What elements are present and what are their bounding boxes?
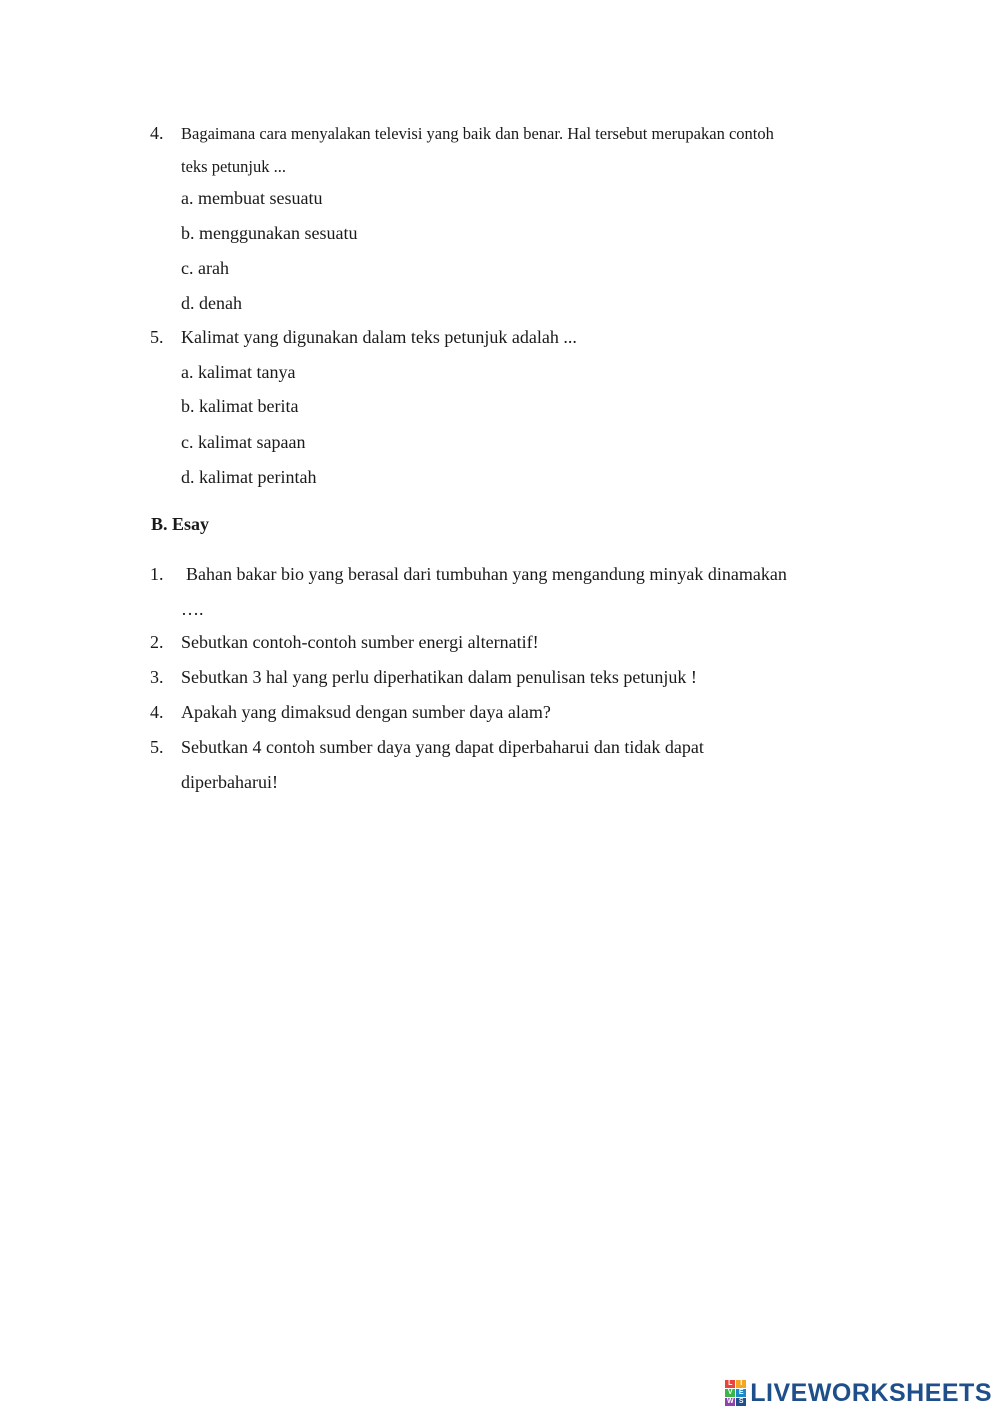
answer-option: a. kalimat tanya: [181, 362, 296, 382]
essay-number: 5.: [150, 737, 164, 757]
question-number: 5.: [150, 327, 164, 347]
essay-number: 4.: [150, 702, 164, 722]
logo-grid-cell: W: [726, 1398, 734, 1405]
question-text: Bagaimana cara menyalakan televisi yang baik dan benar. Hal tersebut merupakan contoh: [181, 124, 774, 143]
logo-grid-icon: [725, 1380, 746, 1406]
essay-question: Sebutkan 4 contoh sumber daya yang dapat diperbaharui dan tidak dapat: [181, 737, 704, 757]
essay-question: Bahan bakar bio yang berasal dari tumbuhan yang mengandung minyak dinamakan: [186, 564, 787, 584]
answer-option: b. menggunakan sesuatu: [181, 223, 358, 243]
logo-grid-cell: V: [725, 1389, 735, 1397]
essay-number: 3.: [150, 667, 164, 687]
answer-option: d. denah: [181, 293, 242, 313]
essay-question-continued: ….: [181, 599, 204, 619]
question-text-continued: teks petunjuk ...: [181, 157, 286, 176]
logo-grid-cell: L: [725, 1380, 735, 1388]
liveworksheets-logo: [725, 1378, 992, 1408]
question-number: 4.: [150, 123, 164, 143]
answer-option: d. kalimat perintah: [181, 467, 317, 487]
essay-question: Sebutkan 3 hal yang perlu diperhatikan dalam penulisan teks petunjuk !: [181, 667, 697, 687]
section-heading: B. Esay: [151, 514, 210, 534]
logo-grid-cell: S: [736, 1398, 746, 1406]
logo-text: LIVEWORKSHEETS: [750, 1378, 992, 1407]
answer-option: a. membuat sesuatu: [181, 188, 323, 208]
essay-question: Sebutkan contoh-contoh sumber energi alternatif!: [181, 632, 539, 652]
essay-question: Apakah yang dimaksud dengan sumber daya alam?: [181, 702, 551, 722]
answer-option: b. kalimat berita: [181, 396, 299, 416]
question-text: Kalimat yang digunakan dalam teks petunjuk adalah ...: [181, 327, 577, 347]
essay-number: 1.: [150, 564, 164, 584]
essay-question-continued: diperbaharui!: [181, 772, 278, 792]
essay-number: 2.: [150, 632, 164, 652]
logo-grid-cell: E: [736, 1389, 746, 1397]
answer-option: c. arah: [181, 258, 229, 278]
answer-option: c. kalimat sapaan: [181, 432, 306, 452]
logo-grid-cell: I: [736, 1380, 746, 1388]
